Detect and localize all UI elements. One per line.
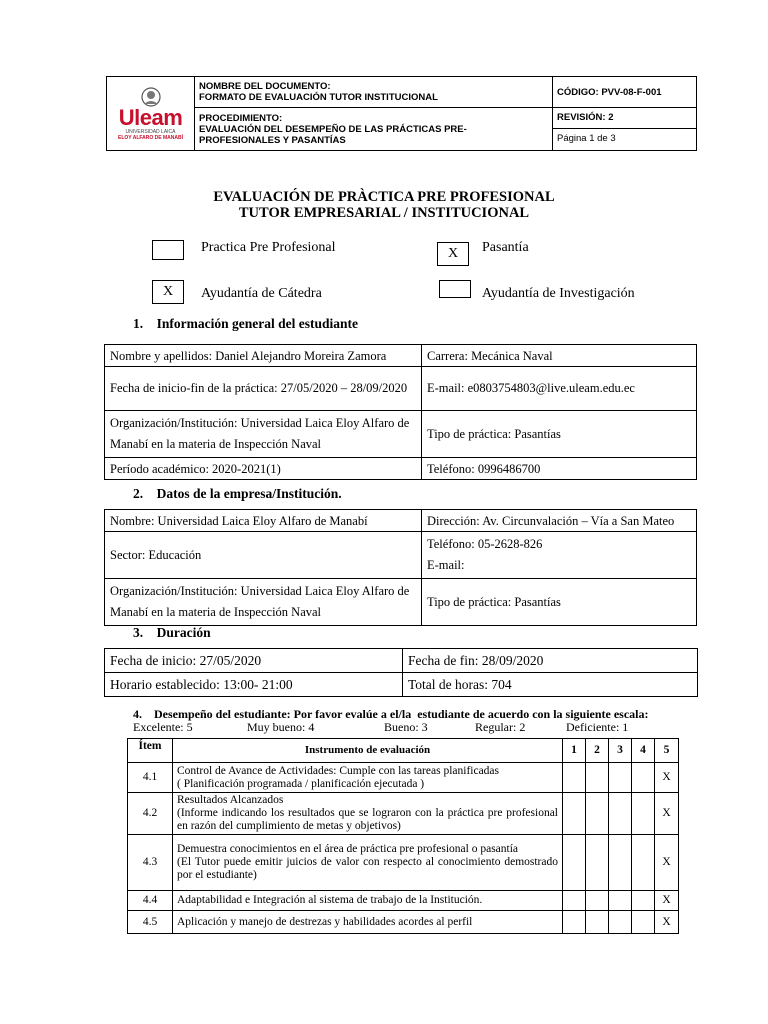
item-line: (El Tutor puede emitir juicios de valor con respecto al conocimiento demostrado por el estudiante) — [177, 856, 558, 881]
logo-subtitle: UNIVERSIDAD LAICA — [125, 128, 176, 135]
company-sector: Sector: Educación — [105, 532, 422, 579]
document-code: CÓDIGO: PVV-08-F-001 — [553, 77, 697, 108]
score-header-2: 2 — [586, 739, 609, 763]
student-organization: Organización/Institución: Universidad Laica Eloy Alfaro de Manabí en la materia de Inspección Naval — [105, 411, 422, 458]
item-description — [173, 763, 563, 793]
score-header-1: 1 — [563, 739, 586, 763]
item-description — [173, 835, 563, 891]
item-number: 4.5 — [128, 911, 173, 934]
student-info-table — [104, 344, 697, 480]
option-label-investigacion: Ayudantía de Investigación — [482, 286, 635, 301]
company-phone: Teléfono: 05-2628-826 — [427, 537, 543, 551]
item-number: 4.3 — [128, 835, 173, 891]
document-name: FORMATO DE EVALUACIÓN TUTOR INSTITUCIONAL — [199, 92, 438, 103]
option-label-catedra: Ayudantía de Cátedra — [201, 286, 322, 301]
company-address: Dirección: Av. Circunvalación – Vía a San Mateo — [422, 510, 697, 532]
instrument-header: Instrumento de evaluación — [173, 739, 563, 763]
table-row — [128, 835, 679, 891]
item-line: (Informe indicando los resultados que se lograron con la práctica pre profesional en razón del cumplimiento de metas y objetivos) — [177, 807, 558, 832]
option-checkbox-catedra[interactable]: X — [152, 280, 184, 304]
company-practice-type: Tipo de práctica: Pasantías — [422, 579, 697, 626]
table-row — [128, 793, 679, 835]
score-cell[interactable]: X — [655, 793, 679, 835]
score-cell[interactable] — [632, 763, 655, 793]
score-cell[interactable] — [563, 891, 586, 911]
score-header-3: 3 — [609, 739, 632, 763]
company-info-table — [104, 509, 697, 626]
option-checkbox-investigacion[interactable] — [439, 280, 471, 298]
score-cell[interactable] — [632, 835, 655, 891]
table-row — [128, 763, 679, 793]
item-line: ( Planificación programada / planificación ejecutada ) — [177, 777, 425, 790]
logo-word: Uleam — [118, 104, 183, 130]
option-checkbox-practica[interactable] — [152, 240, 184, 260]
item-line: Control de Avance de Actividades: Cumple con las tareas planificadas — [177, 764, 500, 777]
item-number: 4.1 — [128, 763, 173, 793]
score-cell[interactable] — [586, 911, 609, 934]
company-contact-cell — [422, 532, 697, 579]
item-number: 4.2 — [128, 793, 173, 835]
table-row — [128, 911, 679, 934]
score-cell[interactable] — [632, 911, 655, 934]
procedure-name: EVALUACIÓN DEL DESEMPEÑO DE LAS PRÁCTICAS PRE- PROFESIONALES Y PASANTÍAS — [199, 123, 467, 146]
item-line: Resultados Alcanzados — [177, 794, 284, 806]
score-cell[interactable] — [609, 763, 632, 793]
student-career: Carrera: Mecánica Naval — [422, 345, 697, 367]
logo-subtitle-2: ELOY ALFARO DE MANABÍ — [117, 134, 183, 141]
score-cell[interactable] — [586, 793, 609, 835]
company-name: Nombre: Universidad Laica Eloy Alfaro de Manabí — [105, 510, 422, 532]
item-number: 4.4 — [128, 891, 173, 911]
company-organization: Organización/Institución: Universidad Laica Eloy Alfaro de Manabí en la materia de Inspección Naval — [105, 579, 422, 626]
document-name-label: NOMBRE DEL DOCUMENTO: — [199, 81, 331, 92]
student-name: Nombre y apellidos: Daniel Alejandro Moreira Zamora — [105, 345, 422, 367]
score-cell[interactable]: X — [655, 763, 679, 793]
item-header: Ítem — [128, 739, 173, 763]
score-cell[interactable] — [563, 793, 586, 835]
section-1-title: 1. Información general del estudiante — [133, 316, 358, 331]
option-label-pasantia: Pasantía — [482, 240, 529, 255]
student-phone: Teléfono: 0996486700 — [422, 458, 697, 480]
procedure-cell — [195, 108, 553, 151]
seal-icon — [137, 87, 165, 107]
score-cell[interactable]: X — [655, 891, 679, 911]
document-header — [106, 76, 697, 151]
score-header-4: 4 — [632, 739, 655, 763]
score-cell[interactable] — [586, 891, 609, 911]
document-name-cell — [195, 77, 553, 108]
score-cell[interactable]: X — [655, 911, 679, 934]
academic-period: Período académico: 2020-2021(1) — [105, 458, 422, 480]
scale-deficient: Deficiente: 1 — [566, 720, 629, 734]
section-2-title: 2. Datos de la empresa/Institución. — [133, 486, 342, 501]
end-date: Fecha de fin: 28/09/2020 — [403, 649, 698, 673]
section-4-title: 4. Desempeño del estudiante: Por favor evalúe a el/la estudiante de acuerdo con la siguiente escala: — [133, 707, 649, 721]
item-description: Adaptabilidad e Integración al sistema de trabajo de la Institución. — [173, 891, 563, 911]
scale-excellent: Excelente: 5 — [133, 720, 193, 734]
page-number: Página 1 de 3 — [557, 133, 616, 144]
score-cell[interactable] — [609, 793, 632, 835]
item-description — [173, 793, 563, 835]
revision: REVISIÓN: 2 — [553, 110, 696, 129]
option-label-practica: Practica Pre Profesional — [201, 240, 336, 255]
score-cell[interactable] — [632, 793, 655, 835]
form-title: EVALUACIÓN DE PRÀCTICA PRE PROFESIONAL — [213, 189, 555, 205]
procedure-label: PROCEDIMIENTO: — [199, 112, 283, 124]
score-cell[interactable]: X — [655, 835, 679, 891]
form-subtitle: TUTOR EMPRESARIAL / INSTITUCIONAL — [238, 205, 530, 221]
scale-good: Bueno: 3 — [384, 720, 428, 734]
score-cell[interactable] — [609, 911, 632, 934]
student-email: E-mail: e0803754803@live.uleam.edu.ec — [422, 367, 697, 411]
score-cell[interactable] — [586, 835, 609, 891]
revision-page-cell — [553, 108, 697, 151]
scale-regular: Regular: 2 — [475, 720, 526, 734]
scale-very-good: Muy bueno: 4 — [247, 720, 315, 734]
table-row — [128, 891, 679, 911]
score-cell[interactable] — [609, 891, 632, 911]
section-3-title: 3. Duración — [133, 625, 211, 640]
score-cell[interactable] — [563, 835, 586, 891]
schedule: Horario establecido: 13:00- 21:00 — [105, 673, 403, 697]
logo — [107, 77, 195, 151]
evaluation-table — [127, 738, 679, 934]
duration-table — [104, 648, 698, 697]
score-cell[interactable] — [632, 891, 655, 911]
score-cell[interactable] — [609, 835, 632, 891]
company-email: E-mail: — [427, 558, 465, 572]
total-hours: Total de horas: 704 — [403, 673, 698, 697]
item-line: Demuestra conocimientos en el área de práctica pre profesional o pasantía — [177, 843, 519, 855]
score-cell[interactable] — [563, 763, 586, 793]
score-cell[interactable] — [586, 763, 609, 793]
option-checkbox-pasantia[interactable]: X — [437, 242, 469, 266]
score-cell[interactable] — [563, 911, 586, 934]
student-practice-type: Tipo de práctica: Pasantías — [422, 411, 697, 458]
practice-dates: Fecha de inicio-fin de la práctica: 27/05/2020 – 28/09/2020 — [105, 367, 422, 411]
item-description: Aplicación y manejo de destrezas y habilidades acordes al perfil — [173, 911, 563, 934]
start-date: Fecha de inicio: 27/05/2020 — [105, 649, 403, 673]
score-header-5: 5 — [655, 739, 679, 763]
